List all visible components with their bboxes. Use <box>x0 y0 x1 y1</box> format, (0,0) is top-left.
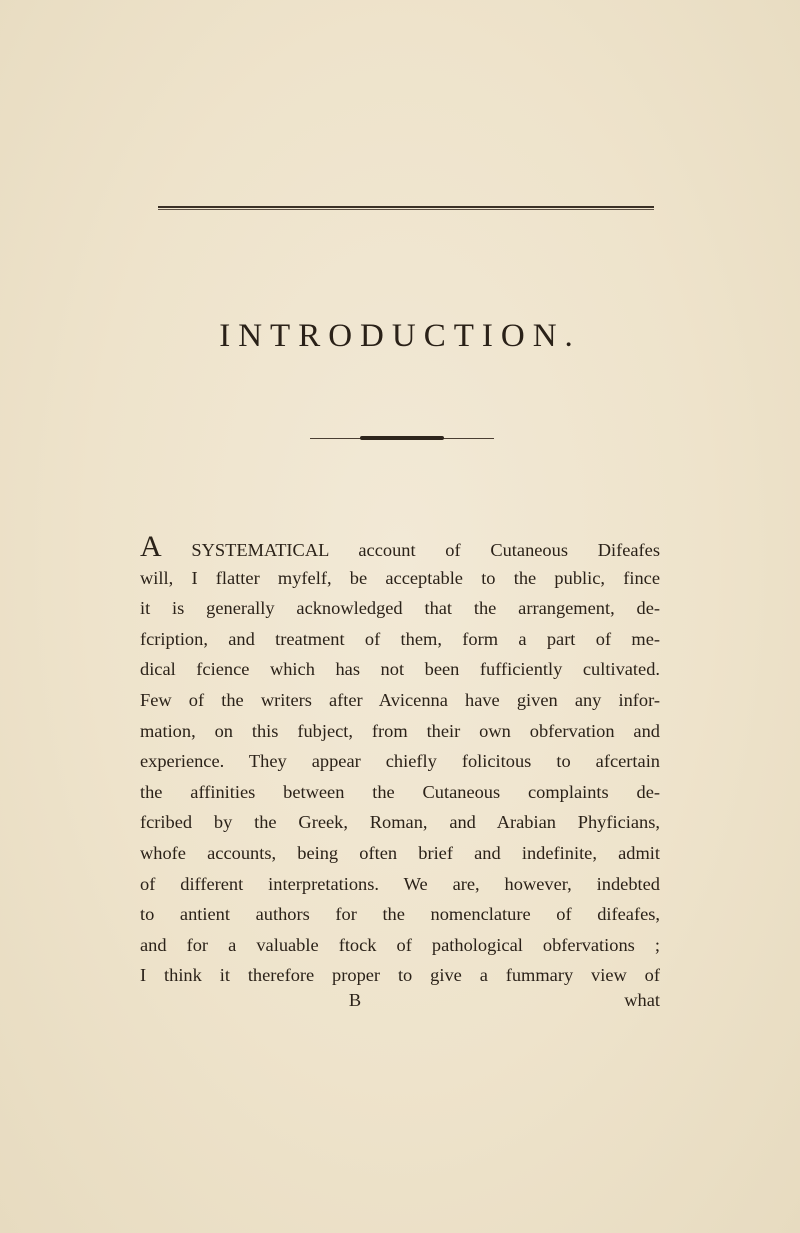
chapter-heading: INTRODUCTION. <box>219 318 581 354</box>
first-line-text: SYSTEMATICAL account of Cutaneous Difeafes <box>161 540 660 560</box>
page-footer <box>140 990 660 1020</box>
body-paragraph <box>140 532 660 991</box>
drop-cap: A <box>140 530 162 563</box>
text-line: fcription, and treatment of them, form a part of me- <box>140 628 660 649</box>
text-line: dical fcience which has not been fufficiently cultivated. <box>140 659 660 680</box>
text-line: Few of the writers after Avicenna have given any infor- <box>140 689 660 710</box>
text-line: I think it therefore proper to give a fummary view of <box>140 965 660 986</box>
signature-mark: B <box>348 990 362 1010</box>
text-line: to antient authors for the nomenclature of difeafes, <box>140 904 660 925</box>
text-line: mation, on this fubject, from their own obfervation and <box>140 720 660 741</box>
text-line: experience. They appear chiefly folicitous to afcertain <box>140 751 660 772</box>
text-line: of different interpretations. We are, however, indebted <box>140 873 660 894</box>
text-line: will, I flatter myfelf, be acceptable to the public, fince <box>140 567 660 588</box>
header-rule <box>158 206 654 210</box>
text-line: the affinities between the Cutaneous complaints de- <box>140 781 660 802</box>
text-line: and for a valuable ftock of pathological obfervations ; <box>140 934 660 955</box>
text-line <box>140 532 660 563</box>
text-line: fcribed by the Greek, Roman, and Arabian Phyficians, <box>140 812 660 833</box>
catchword: what <box>624 990 660 1010</box>
text-line: it is generally acknowledged that the arrangement, de- <box>140 598 660 619</box>
text-line: whofe accounts, being often brief and indefinite, admit <box>140 842 660 863</box>
ornamental-rule <box>310 436 494 440</box>
